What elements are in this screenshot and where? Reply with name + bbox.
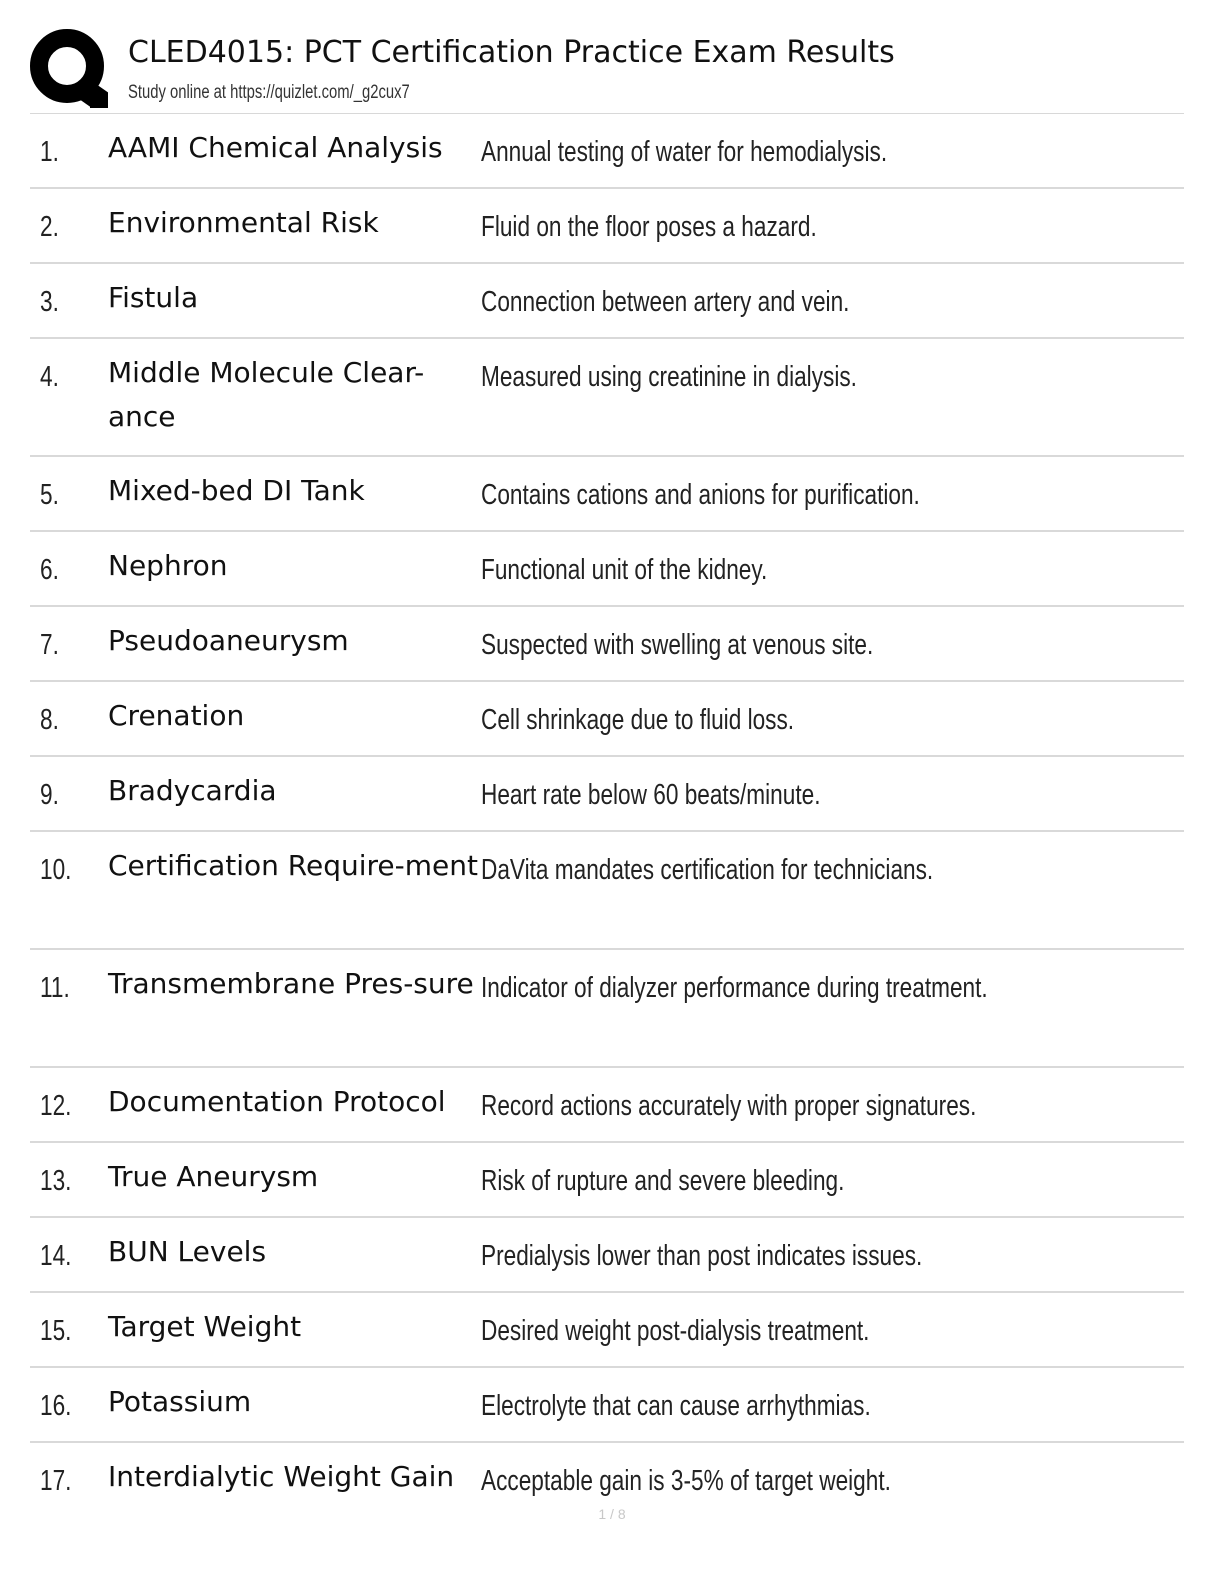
item-term: AAMI Chemical Analysis [108,131,443,164]
item-number: 1. [40,136,59,168]
list-item [30,757,1184,832]
item-definition: Electrolyte that can cause arrhythmias. [481,1390,871,1422]
item-term: Crenation [108,699,245,732]
item-definition: Functional unit of the kidney. [481,554,768,586]
list-item [30,1293,1184,1368]
list-item [30,532,1184,607]
item-definition: Connection between artery and vein. [481,286,850,318]
item-term: Bradycardia [108,774,277,807]
item-definition: DaVita mandates certification for technicians. [481,854,934,886]
quizlet-q-logo-icon [30,28,108,108]
item-number: 11. [40,972,70,1004]
item-term: Nephron [108,549,228,582]
item-number: 13. [40,1165,72,1197]
list-item [30,1218,1184,1293]
item-term: Target Weight [108,1310,302,1343]
item-number: 2. [40,211,59,243]
item-term: True Aneurysm [108,1160,319,1193]
list-item [30,1068,1184,1143]
item-definition: Risk of rupture and severe bleeding. [481,1165,845,1197]
list-item [30,457,1184,532]
item-definition: Contains cations and anions for purification. [481,479,920,511]
item-definition: Fluid on the floor poses a hazard. [481,211,817,243]
list-item [30,264,1184,339]
item-definition: Annual testing of water for hemodialysis. [481,136,888,168]
list-item [30,682,1184,757]
item-number: 5. [40,479,59,511]
item-number: 7. [40,629,59,661]
item-definition: Indicator of dialyzer performance during treatment. [481,972,988,1004]
item-term: BUN Levels [108,1235,267,1268]
list-item [30,607,1184,682]
item-definition: Measured using creatinine in dialysis. [481,361,857,393]
item-number: 14. [40,1240,72,1272]
item-number: 8. [40,704,59,736]
item-number: 17. [40,1465,72,1497]
list-item [30,950,1184,1068]
term-list [30,113,1184,1518]
item-number: 4. [40,361,59,393]
item-term: Documentation Protocol [108,1085,446,1118]
item-term: Certification Require-ment [108,849,478,882]
list-item [30,1143,1184,1218]
list-item [30,339,1184,457]
list-item [30,114,1184,189]
item-term: Potassium [108,1385,252,1418]
page-number: 1 / 8 [598,1506,626,1522]
document-title: CLED4015: PCT Certification Practice Exam Results [128,35,895,70]
item-definition: Predialysis lower than post indicates issues. [481,1240,923,1272]
item-term: Mixed-bed DI Tank [108,474,365,507]
item-definition: Desired weight post-dialysis treatment. [481,1315,870,1347]
study-online-link[interactable]: Study online at https://quizlet.com/_g2cux7 [128,82,410,103]
list-item [30,832,1184,950]
item-number: 10. [40,854,72,886]
item-term: Interdialytic Weight Gain [108,1460,455,1493]
item-number: 12. [40,1090,72,1122]
item-number: 16. [40,1390,72,1422]
item-definition: Suspected with swelling at venous site. [481,629,874,661]
item-definition: Acceptable gain is 3-5% of target weight. [481,1465,891,1497]
item-term: Environmental Risk [108,206,379,239]
item-number: 15. [40,1315,72,1347]
list-item [30,1368,1184,1443]
item-definition: Heart rate below 60 beats/minute. [481,779,821,811]
list-item [30,189,1184,264]
item-term: Pseudoaneurysm [108,624,349,657]
item-number: 6. [40,554,59,586]
item-definition: Cell shrinkage due to fluid loss. [481,704,795,736]
item-term: Fistula [108,281,199,314]
item-definition: Record actions accurately with proper signatures. [481,1090,977,1122]
item-term: Middle Molecule Clear-ance [108,356,425,433]
item-number: 9. [40,779,59,811]
item-number: 3. [40,286,59,318]
item-term: Transmembrane Pres-sure [108,967,474,1000]
